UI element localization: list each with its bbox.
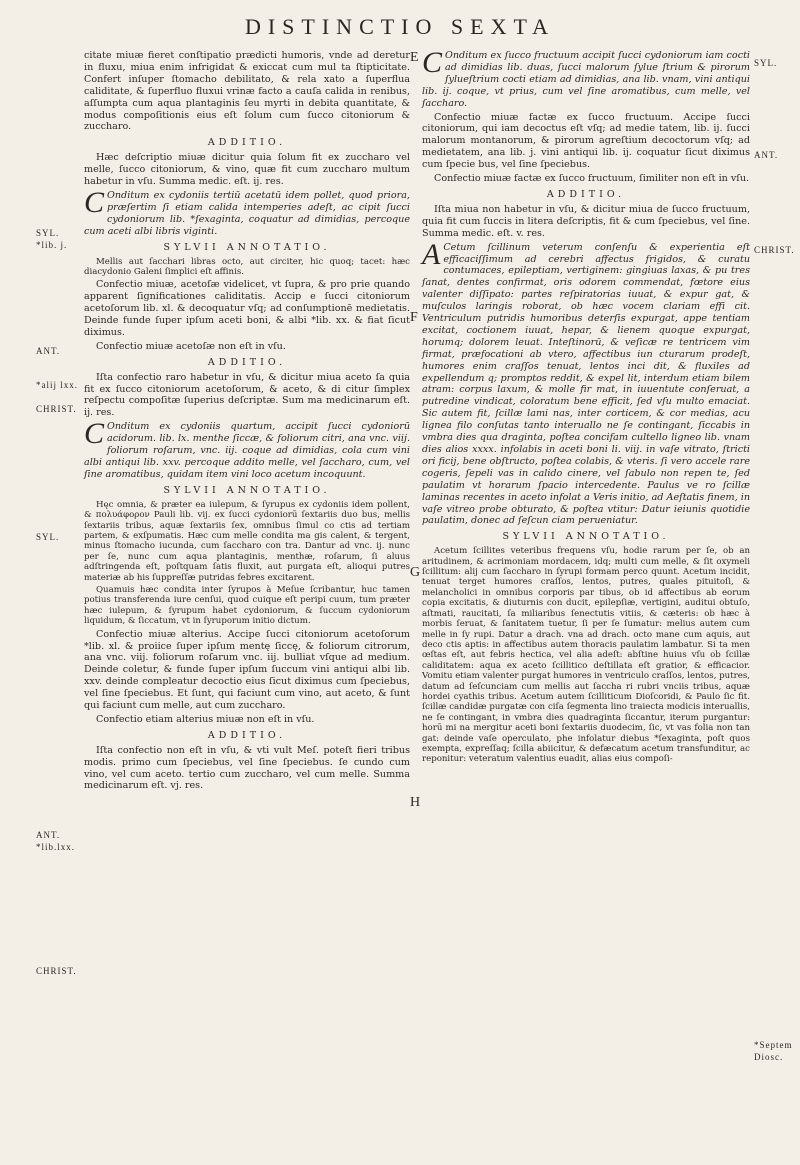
- section-heading: ADDITIO.: [207, 137, 287, 149]
- paragraph: citate miuæ fieret conſtipatio prædicti humoris, vnde ad deretur in fluxu, miua enim infrigidat & exiccat cum mul ta ſtipticitate. Confert inſuper ſtomacho debilitato, & rela xato a ſuperflua caliditate, & ſuperfluo fluxui vrinæ facto a cauſa calida in renibus, aſſumpta cum aqua plantaginis ſeu myrti in debita quantitate, & modus compoſitionis eius eſt ſolum cum ſucco citoniorum & zuccharo.: [84, 50, 410, 133]
- annotation-text: Quamuis hæc condita inter ſyrupos à Meſue ſcribantur, huc tamen potius transferenda iure cenſui, quod cuique eſt peripi cuum, tum præter hæc iulepum, & ſyrupum habet cydoniorum, & ſuccum cydoniorum liquidum, & ſiccatum, vt in ſyruporum initio dictum.: [84, 584, 410, 627]
- annotation-heading: SYLVII ANNOTATIO.: [502, 531, 670, 543]
- annotation-text: Acetum ſcillites veteribus frequens vſu, hodie rarum per ſe, ob an aritudinem, & acrimoniam mordacem, idq; multi cum melle, & ſit oxymeli ſcillitum: alij cum ſaccharo in ſyrupi formam perco quunt. Acetum incidit, tenuat terget humores craſſos, lentos, putres, quales pituitoſi, & melancholici in omnibus corporis par tibus, ob id affectibus ab eorum copia excitatis, & diuturnis con ducit, epilepſiæ, vertigini, auditui obtuſo, aſtmati, raucitati, ſa miliaribus ſenectutis vitiis, & cæteris: ob hæc à morbis ſeruat, & ſanitatem tuetur, ſi per ſe ſumatur: melius autem cum melle in ſy rupi. Datur a drach. vna ad drach. octo mane cum aquis, aut deco ctis aptis: in affectibus autem thoracis paulatim lambatur. Si ta men œſtas eſt, aut febris hectica, vel alia adeſt: abſtine huius vſu ob ſcillæ caliditatem: aqua ex aceto ſcillitico deſtillata eſt gratior, & efficacior. Vomitu etiam valenter purgat humores in ventriculo craſſos, lentos, putres, datum ad ſeſcunciam cum mellis aut ſaccha ri rubri vnciis tribus, aquæ hordei cyathis tribus. Acetum autem ſcilliticum Dioſcoridi, & Paulo ſic fit. ſcillæ candidæ purgatæ con ciſa ſegmenta lino traiecta modicis interuallis, ne ſe contingant, in vmbra dies quadraginta ſiccantur, iterum purgantur: horū mi na mergitur aceti boni ſextariis duodecim, ſic, vt vas folia non tan gat: deinde vaſe operculato, phe infolatur diebus *ſexaginta, poſt quos exempta, expreſſaq; ſcilla abiicitur, & defæcatum acetum transfunditur, ac reponitur: veteratum valentius euadit, alias eius compoſi-: [422, 546, 750, 765]
- drop-cap: C: [84, 417, 105, 451]
- margin-note-left: *lib.lxx.: [36, 842, 76, 852]
- annotation-heading: SYLVII ANNOTATIO.: [163, 484, 331, 496]
- section-heading: ADDITIO.: [207, 356, 287, 368]
- margin-note-left: *alij lxx.: [36, 380, 78, 390]
- annotation-text: Mellis aut ſacchari libras octo, aut circiter, hic quoq; tacet: hæc diacydonio Galeni ſimplici eſt affinis.: [84, 256, 410, 277]
- drop-cap: C: [422, 46, 443, 79]
- margin-note-right: CHRIST.: [754, 245, 795, 255]
- paragraph: Iſta miua non habetur in vſu, & dicitur miua de ſucco fructuum, quia fit cum ſuccis in litera deſcriptis, fit & cum ſpeciebus, vel ſine. Summa medic. eſt. v. res.: [422, 203, 750, 239]
- paragraph: Iſta confectio raro habetur in vſu, & dicitur miua aceto ſa quia fit ex ſucco citoniorum acetoſorum, & aceto, & di citur ſimplex reſpectu compoſitæ ſuperius deſcriptæ. Sum ma medicinarum eſt. ij. res.: [84, 371, 410, 419]
- paragraph: Onditum ex cydoniis quartum, accipit ſucci cydoniorū acidorum. lib. lx. menthe ſiccæ, & foliorum citri, ana vnc. viij. foliorum roſarum, vnc. iij. coque ad dimidias, cola cum vini albi antiqui lib. xxv. percoque addito melle, vel ſaccharo, cum, vel ſine aromatibus, quidam item vini loco acetum incoquunt.: [84, 421, 410, 480]
- section-heading: ADDITIO.: [207, 729, 287, 741]
- margin-note-left: SYL.: [36, 228, 60, 238]
- section-letter: E: [410, 50, 419, 65]
- paragraph: Confectio miuæ acetoſæ non eſt in vſu.: [96, 340, 286, 352]
- paragraph: Hæc deſcriptio miuæ dicitur quia ſolum fit ex zuccharo vel melle, ſucco citoniorum, & vino, quæ fit cum zuccharo multum habetur in vſu. Summa medic. eſt. ij. res.: [84, 152, 410, 188]
- margin-note-left: ANT.: [36, 346, 61, 356]
- paragraph: Confectio etiam alterius miuæ non eſt in vſu.: [96, 713, 315, 725]
- right-column: [422, 46, 750, 767]
- paragraph: Confectio miuæ factæ ex ſucco fructuum. Accipe ſucci citoniorum, qui iam decoctus eſt vſq; ad medie tatem, lib. ij. ſucci malorum montanorum, & pirorum agreſtium decoctorum vſq; ad medietatem, ana lib. j. vini antiqui lib. ij. coquatur ſicut diximus cum ſpecie bus, vel ſine ſpeciebus.: [422, 111, 750, 171]
- drop-cap: C: [84, 185, 105, 219]
- paragraph: Onditum ex ſucco fructuum accipit ſucci cydoniorum iam cocti ad dimidias lib. duas, ſucci malorum ſylue ſtrium & pirorum ſylueſtrium cocti etiam ad dimidias, ana lib. vnam, vini antiqui lib. ij. coque, vt prius, cum vel ſine aromatibus, cum melle, vel ſaccharo.: [422, 50, 750, 109]
- margin-note-left: CHRIST.: [36, 966, 77, 976]
- margin-note-right: ANT.: [754, 150, 779, 160]
- margin-note-left: SYL.: [36, 532, 60, 542]
- section-letter: F: [410, 310, 418, 325]
- paragraph: Cetum ſcillinum veterum conſenſu & experientia eſt efficaciſſimum ad cerebri affectus frigidos, & curatu contumaces, epileptiam, vertiginem: gingiuas laxas, & pu tres ſanat, dentes confirmat, oris odorem commendat, fœtore eius valenter diſſipato: partes reſpiratorias iuuat, & expur gat, & muſculos laringis roborat, ob hæc vocem clariam effi cit. Ventriculum putridis humoribus deterſis expurgat, appe tentiam excitat, coctionem iuuat, hepar, & lienem quoque expurgat, horumq; dolorem leuat. Inteſtinorū, & veſicæ re tentricem vim firmat, præfocationi ab vtero, affectibus iun cturarum prodeſt, humores enim craſſos tenuat, lentos inci dit, & fluxiles ad expellendum q; promptos reddit, & expel lit, interdum etiam bilem atram: corpus laxum, & molle fir mat, in iuuentute conſeruat, a putredine vindicat, coloratum bene efficit, ſed vſu multo emaciat. Sic autem fit, ſcillæ lami nas, inter corticem, & cor medias, acu lignea filo conſutas tanto interuallo ne ſe contingant, ſiccabis in vmbra dies qua draginta, poſtea concifam cultello ligneo lib. vnam dies alios xxxx. infolabis in aceti boni li. viij. in vaſe vitrato, ſtricti ori ficij, bene obſtructo, poſtea colabis, & vteris. ſi vero accele rare cogeris, ſepeli vas in calido cinere, vel ſabulo non repen te, ſed paulatim vt horarum ſpacio intercedente. Paulus ve ro ſcillæ laminas recentes in aceto infolat a Veris initio, ad Aeſtatis finem, in vaſe vitreo probe obturato, & poſtea vtitur: Datur ieiunis quotidie paulatim, donec ad ſeſcun ciam perueniatur.: [422, 241, 750, 527]
- annotation-text: Hęc omnia, & præter ea iulepum, & ſyrupus ex cydoniis idem pollent, & πολυάφορον Pauli lib. vij. ex ſucci cydoniorū ſextariis duo bus, mellis ſextariis tribus, aquæ ſextariis ſex, omnibus ſimul co ctis ad tertiam partem, & exſpumatis. Hæc cum melle condita ma gis calent, & tergent, minus ſtomacho iucunda, cum ſaccharo con tra. Dantur ad vnc. ij. nunc per ſe, nunc cum aqua plantaginis, menthæ, roſarum, ſi aluus adſtringenda eſt, poſtquam ſatis fluxit, aut purgata eſt, alioqui putres materiæ ab his ſuppreſſæ putridas febres excitarent.: [84, 499, 410, 583]
- left-column: [84, 50, 410, 794]
- margin-note-right: *Septem: [754, 1040, 793, 1050]
- margin-note-left: CHRIST.: [36, 404, 77, 414]
- section-heading: ADDITIO.: [546, 188, 626, 200]
- page-header: DISTINCTIO SEXTA: [244, 14, 556, 39]
- drop-cap: A: [422, 237, 441, 271]
- paragraph: Iſta confectio non eſt in vſu, & vti vult Meſ. poteſt fieri tribus modis. primo cum ſpeciebus, vel ſine ſpeciebus. ſe cundo cum vino, vel cum aceto. tertio cum zuccharo, vel cum melle. Summa medicinarum eſt. vj. res.: [84, 744, 410, 792]
- paragraph: Confectio miuæ alterius. Accipe ſucci citoniorum acetoſorum *lib. xl. & proiice ſuper ipſum mentę ſiccę, & foliorum citrorum, ana vnc. viij. foliorum roſarum vnc. iij. bulliat vſque ad medium. Deinde coletur, & funde ſuper ipſum ſuccum vini antiqui albi lib. xxv. deinde compleatur decoctio eius ſicut diximus cum ſpeciebus, vel ſine ſpeciebus. Et ſunt, qui faciunt cum vino, aut aceto, & ſunt qui faciunt cum melle, aut cum zuccharo.: [84, 628, 410, 712]
- section-letter: G: [410, 565, 421, 580]
- annotation-heading: SYLVII ANNOTATIO.: [163, 241, 331, 253]
- margin-note-right: SYL.: [754, 58, 778, 68]
- section-letter: H: [410, 795, 421, 810]
- margin-note-left: ANT.: [36, 830, 61, 840]
- paragraph: Confectio miuæ factæ ex ſucco fructuum, ſimiliter non eſt in vſu.: [434, 173, 750, 185]
- paragraph: Confectio miuæ, acetoſæ videlicet, vt ſupra, & pro prie quando apparent ſignificationes caliditatis. Accip e ſucci citoniorum acetoſorum lib. xl. & decoquatur vſq; ad conſumptionē medietatis. Deinde funde ſuper ipſum aceti boni, & albi *lib. xx. & fiat ſicut diximus.: [84, 279, 410, 338]
- paragraph: Onditum ex cydoniis tertiū acetatū idem pollet, quod priora, præſertim ſi etiam calida intemperies adeſt, ac cipit ſucci cydoniorum lib. *ſexaginta, coquatur ad dimidias, percoque cum aceti albi libris viginti.: [84, 189, 410, 237]
- margin-note-right: Diosc.: [754, 1052, 784, 1062]
- margin-note-left: *lib. j.: [36, 240, 68, 250]
